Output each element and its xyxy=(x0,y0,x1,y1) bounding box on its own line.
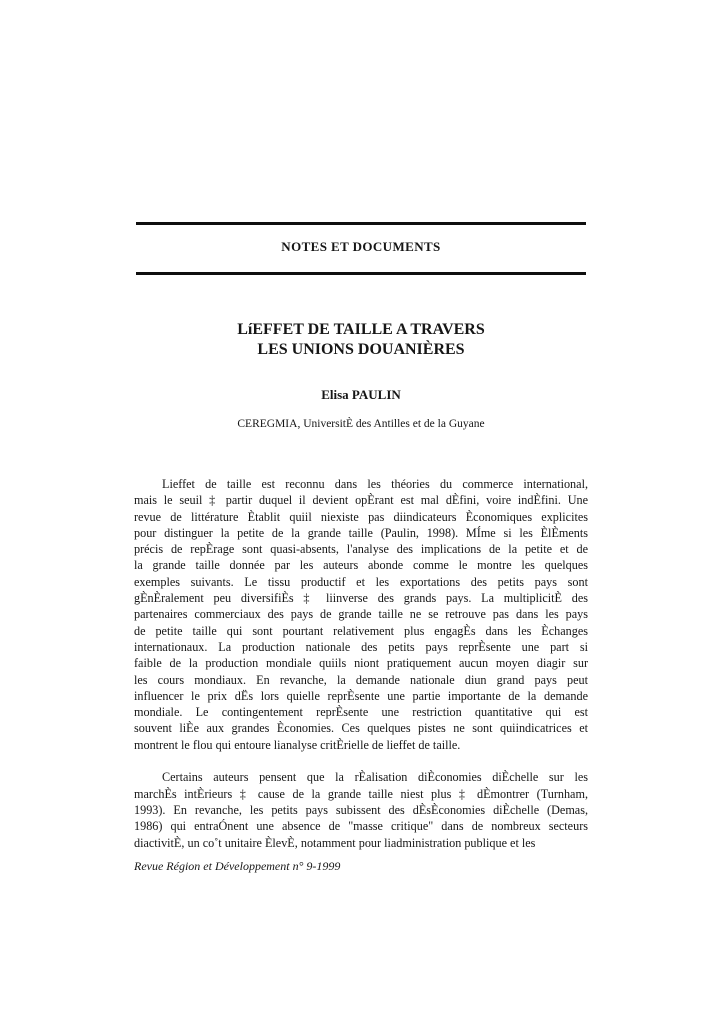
header-rule-bottom xyxy=(136,272,586,275)
article-title-line-2: LES UNIONS DOUANIÈRES xyxy=(257,341,465,358)
text-line: précis de repÈrage sont quasi-absents, l'analyse des implications de la petite et de xyxy=(134,542,588,557)
text-line: souvent liÈe aux grandes Èconomies. Ces quelques pistes ne sont quiindicatrices et xyxy=(134,721,588,736)
author-name: Elisa PAULIN xyxy=(321,387,401,402)
text-line: mais le seuil ‡ partir duquel il devient opÈrant est mal dÈfini, voire indÈfini. Une xyxy=(134,493,588,508)
text-line: pour distinguer la petite de la grande taille (Paulin, 1998). MÍme si les ÈlÈments xyxy=(134,525,588,540)
text-line: la grande taille donnée par les auteurs abonde comme le montre les quelques xyxy=(134,558,588,573)
text-line: mondiale. Le contingentement reprÈsente une restriction quantitative qui est xyxy=(134,705,588,720)
text-line: diactivitÈ, un co˚t unitaire ÈlevÈ, notamment pour liadministration publique et les xyxy=(134,835,536,850)
text-line: Certains auteurs pensent que la rÈalisation diÈconomies diÈchelle sur les xyxy=(162,770,588,785)
text-line: montrent le flou qui entoure lianalyse critÈrielle de lieffet de taille. xyxy=(134,737,461,752)
text-line: partenaires commerciaux des pays de grande taille ne se retrouve pas dans les pays xyxy=(134,607,588,622)
section-header: NOTES ET DOCUMENTS xyxy=(281,239,441,254)
journal-footer: Revue Région et Développement n° 9-1999 xyxy=(134,859,341,873)
text-line: exemples suivants. Le tissu productif et les exportations des petits pays sont xyxy=(134,574,588,589)
text-line: influencer le prix dËs lors quielle reprÈsente une partie importante de la demande xyxy=(134,688,588,703)
text-line: 1986) qui entraÓnent une absence de "masse critique" dans de nombreux secteurs xyxy=(134,819,588,834)
article-title xyxy=(134,320,588,360)
text-line: gÈnÈralement peu diversifiÈs ‡ liinverse des grands pays. La multiplicitÈ des xyxy=(134,591,588,606)
text-line: de petite taille qui sont pourtant relativement plus engagÈs dans les Èchanges xyxy=(134,623,588,638)
header-rule-top xyxy=(136,222,586,225)
paragraph-1 xyxy=(134,476,588,753)
body-text xyxy=(134,476,588,851)
text-line: faible de la production mondiale quiils niont pratiquement aucun moyen diagir sur xyxy=(134,656,588,671)
text-line: les cours mondiaux. En revanche, la demande nationale diun grand pays peut xyxy=(134,672,588,687)
text-line: Lieffet de taille est reconnu dans les théories du commerce international, xyxy=(162,477,588,491)
article-title-line-1: LíEFFET DE TAILLE A TRAVERS xyxy=(237,321,485,338)
author-affiliation: CEREGMIA, UniversitÈ des Antilles et de la Guyane xyxy=(237,418,485,430)
paragraph-2 xyxy=(134,769,588,850)
text-line: internationaux. La production nationale des petits pays reprÈsente une part si xyxy=(134,639,588,654)
text-line: 1993). En revanche, les petits pays subissent des dÈsÈconomies diÈchelle (Demas, xyxy=(134,802,588,817)
text-line: marchÈs intÈrieurs ‡ cause de la grande taille niest plus ‡ dÈmontrer (Turnham, xyxy=(134,786,588,801)
text-line: revue de littérature Ètablit quiil niexiste pas diindicateurs Èconomiques explicites xyxy=(134,509,588,524)
